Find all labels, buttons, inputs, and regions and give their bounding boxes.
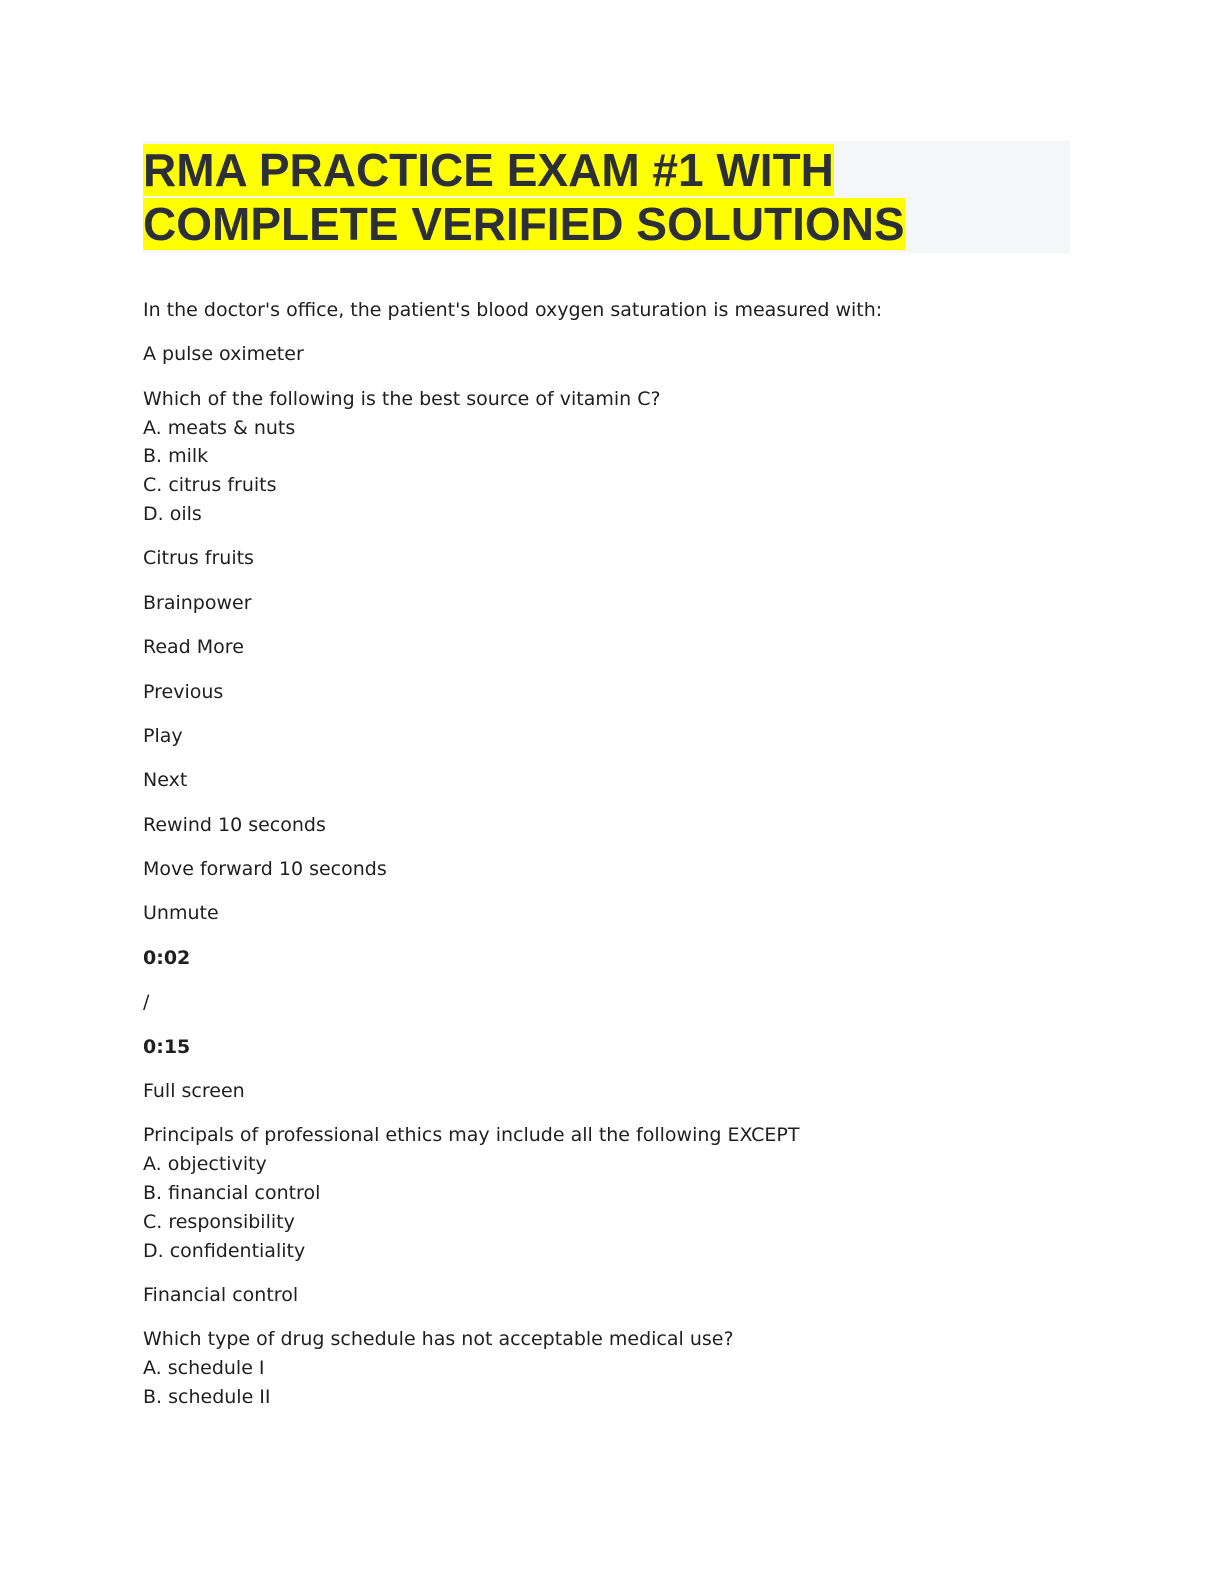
question-1: In the doctor's office, the patient's blood oxygen saturation is measured with: bbox=[143, 299, 883, 321]
question-3-option-a: A. objectivity bbox=[143, 1153, 267, 1176]
play-button[interactable]: Play bbox=[143, 724, 183, 747]
question-3-option-c: C. responsibility bbox=[143, 1210, 295, 1233]
question-3-option-b: B. financial control bbox=[143, 1182, 321, 1205]
question-3-option-d: D. confidentiality bbox=[143, 1239, 306, 1262]
time-total: 0:15 bbox=[143, 1035, 191, 1058]
question-2 bbox=[143, 385, 1083, 529]
question-3-text: Principals of professional ethics may include all the following EXCEPT bbox=[143, 1124, 800, 1147]
question-2-option-c: C. citrus fruits bbox=[143, 474, 277, 497]
document-body bbox=[143, 296, 1083, 1427]
question-3 bbox=[143, 1121, 1083, 1265]
question-4-option-a: A. schedule I bbox=[143, 1357, 265, 1380]
unmute-button[interactable]: Unmute bbox=[143, 902, 219, 925]
question-4-text: Which type of drug schedule has not acceptable medical use? bbox=[143, 1328, 734, 1351]
read-more-link[interactable]: Read More bbox=[143, 636, 244, 659]
question-2-option-d: D. oils bbox=[143, 502, 202, 525]
time-separator: / bbox=[143, 991, 150, 1014]
time-current: 0:02 bbox=[143, 946, 191, 969]
next-button[interactable]: Next bbox=[143, 769, 188, 792]
forward-button[interactable]: Move forward 10 seconds bbox=[143, 858, 387, 881]
full-screen-button[interactable]: Full screen bbox=[143, 1080, 245, 1103]
document-title-line-1: RMA PRACTICE EXAM #1 WITH bbox=[143, 144, 834, 196]
document-title-line-2: COMPLETE VERIFIED SOLUTIONS bbox=[143, 198, 905, 250]
question-2-option-a: A. meats & nuts bbox=[143, 416, 296, 439]
answer-3: Financial control bbox=[143, 1284, 299, 1307]
question-4-option-b: B. schedule II bbox=[143, 1386, 271, 1408]
rewind-button[interactable]: Rewind 10 seconds bbox=[143, 813, 326, 836]
question-4 bbox=[143, 1325, 1083, 1411]
answer-1: A pulse oximeter bbox=[143, 343, 304, 366]
question-2-option-b: B. milk bbox=[143, 445, 209, 468]
document-title-block bbox=[143, 141, 1070, 253]
previous-button[interactable]: Previous bbox=[143, 680, 224, 703]
question-2-text: Which of the following is the best source of vitamin C? bbox=[143, 387, 661, 410]
brainpower-label: Brainpower bbox=[143, 591, 252, 614]
answer-2: Citrus fruits bbox=[143, 547, 254, 570]
